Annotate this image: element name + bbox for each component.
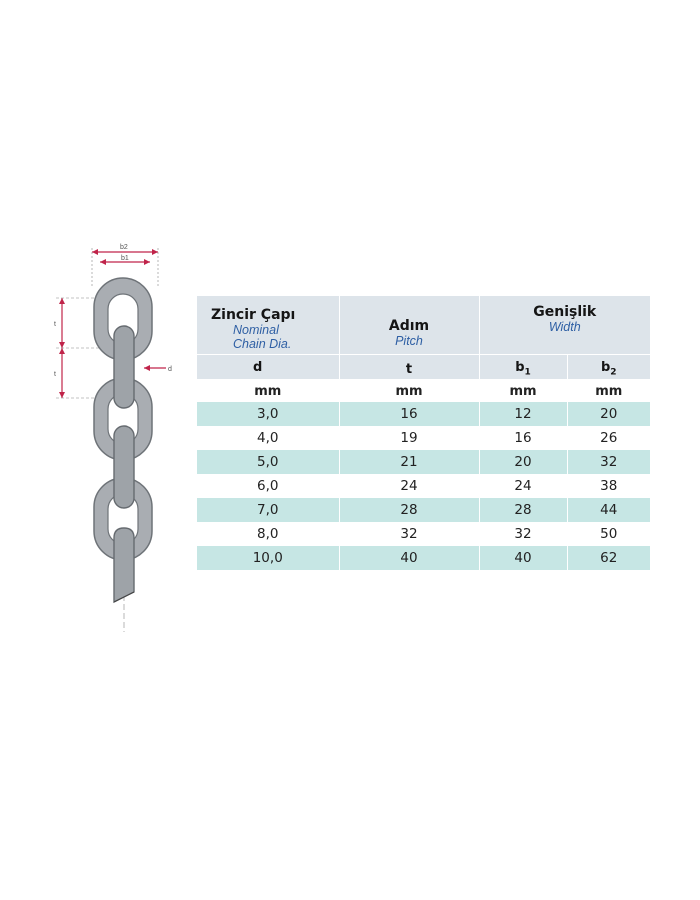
cell-b1: 32 [479, 522, 567, 546]
cell-d: 5,0 [197, 450, 339, 474]
width-dimension-b1 [100, 255, 150, 265]
table-row [197, 450, 650, 474]
cell-t: 19 [339, 426, 479, 450]
header-row-symbols [197, 355, 650, 380]
unit-t: mm [339, 380, 479, 403]
header-width-tr: Genişlik [533, 304, 597, 320]
symbol-b2: $b_2$ [600, 360, 617, 378]
cell-b2: 38 [567, 474, 650, 498]
d-label: d [168, 366, 172, 373]
unit-b1: mm [479, 380, 567, 403]
chain-link-side-cut [114, 528, 134, 602]
cell-t: 24 [339, 474, 479, 498]
header-diameter [197, 296, 339, 355]
cell-d: 3,0 [197, 402, 339, 426]
b2-label: b2 [120, 244, 128, 251]
symbol-t: t [405, 361, 413, 377]
cell-d: 7,0 [197, 498, 339, 522]
units-row [197, 380, 650, 403]
cell-b1: 12 [479, 402, 567, 426]
cell-b1: 40 [479, 546, 567, 570]
header-width-en: Width [548, 320, 581, 334]
header-diameter-en-1: Nominal [233, 323, 279, 337]
cell-t: 32 [339, 522, 479, 546]
header-width [479, 296, 650, 355]
pitch-label-lower: t [54, 371, 56, 378]
header-pitch [339, 296, 479, 355]
cell-b2: 44 [567, 498, 650, 522]
cell-b1: 24 [479, 474, 567, 498]
wire-diameter-dimension [144, 365, 172, 373]
header-pitch-tr: Adım [388, 318, 430, 334]
cell-t: 16 [339, 402, 479, 426]
cell-d: 8,0 [197, 522, 339, 546]
chain-link-side-2 [114, 426, 134, 508]
cell-t: 21 [339, 450, 479, 474]
cell-t: 40 [339, 546, 479, 570]
table-row [197, 426, 650, 450]
symbol-d: d [253, 359, 263, 375]
cell-b2: 32 [567, 450, 650, 474]
header-diameter-tr: Zincir Çapı [211, 307, 296, 323]
table-row [197, 474, 650, 498]
table-row [197, 546, 650, 570]
header-pitch-en: Pitch [395, 334, 423, 348]
cell-b2: 50 [567, 522, 650, 546]
chain-link-diagram [40, 240, 200, 640]
symbol-b1: $b_1$ [515, 360, 531, 378]
chain-spec-table [197, 296, 650, 570]
header-row-labels [197, 296, 650, 355]
cell-b2: 26 [567, 426, 650, 450]
table-row [197, 402, 650, 426]
cell-d: 10,0 [197, 546, 339, 570]
cell-b2: 62 [567, 546, 650, 570]
cell-b1: 20 [479, 450, 567, 474]
cell-b1: 16 [479, 426, 567, 450]
width-dimension-b2 [92, 244, 158, 255]
cell-b1: 28 [479, 498, 567, 522]
cell-b2: 20 [567, 402, 650, 426]
b1-label: b1 [121, 255, 129, 262]
table-row [197, 522, 650, 546]
header-diameter-en-2: Chain Dia. [233, 337, 292, 351]
cell-t: 28 [339, 498, 479, 522]
cell-d: 6,0 [197, 474, 339, 498]
table-row [197, 498, 650, 522]
chain-link-side-1 [114, 326, 134, 408]
unit-d: mm [197, 380, 339, 403]
cell-d: 4,0 [197, 426, 339, 450]
unit-b2: mm [567, 380, 650, 403]
pitch-label-upper: t [54, 321, 56, 328]
